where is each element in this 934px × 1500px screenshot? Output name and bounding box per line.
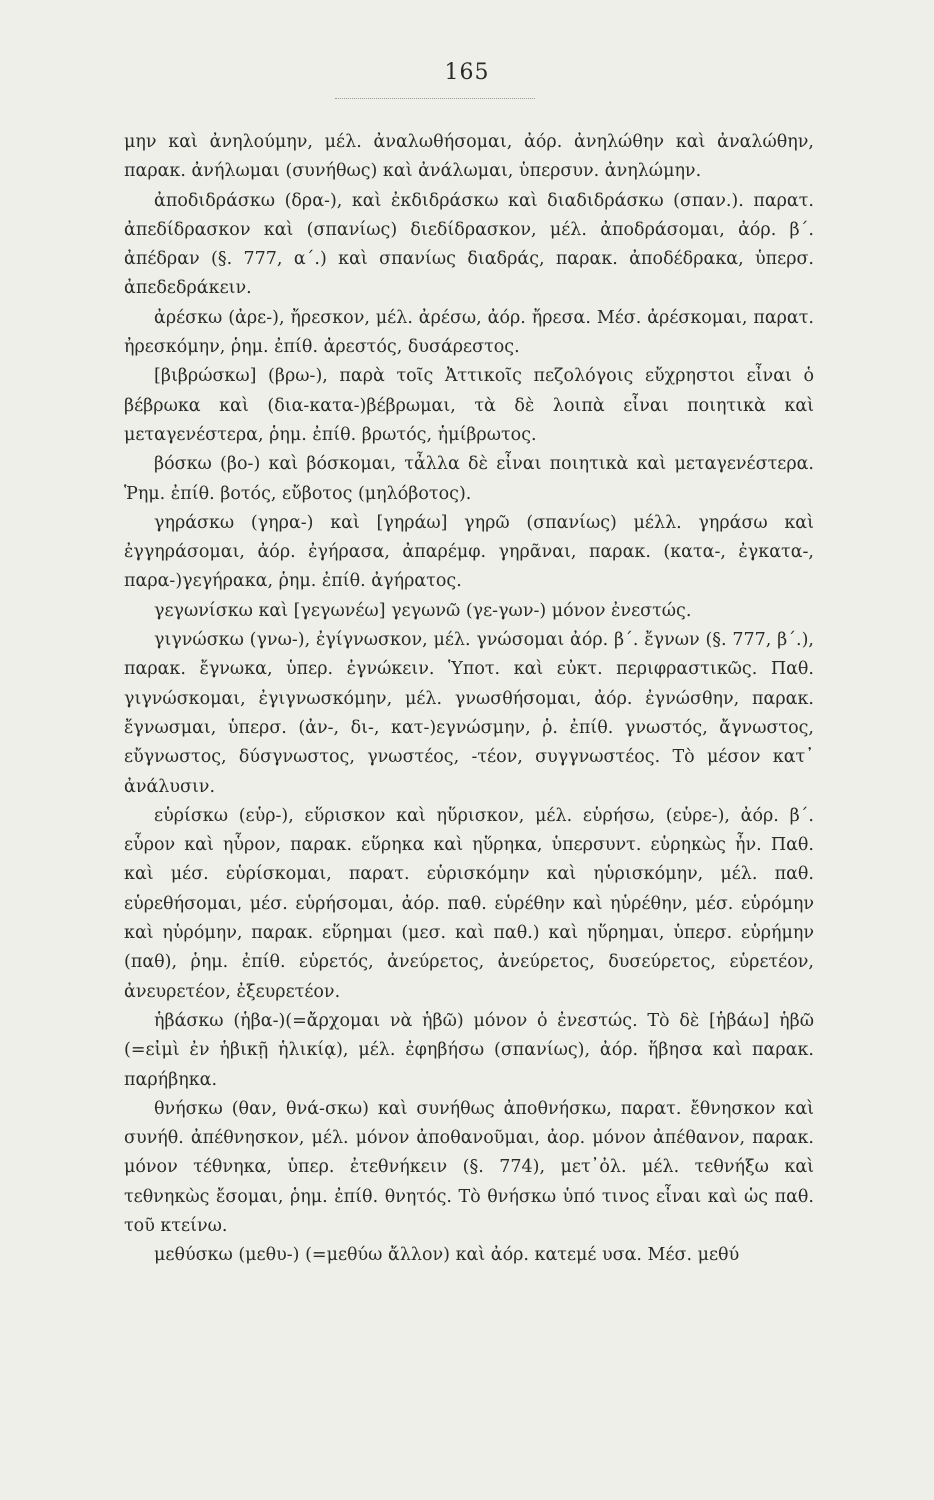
entry-geraskо: γηράσκω (γηρα-) καὶ [γηράω] γηρῶ (σπανίως) μέλλ. γηράσω καὶ ἐγγηράσομαι, ἀόρ. ἐγήρασα, ἀπαρέμφ. γηρᾶναι, παρακ. (κατα-, ἐγκατα-, παρα-)γεγήρακα, ῥημ. ἐπίθ. ἀγήρατος. [124,512,814,592]
paragraph-continuation: μην καὶ ἀνηλούμην, μέλ. ἀναλωθήσομαι, ἀόρ. ἀνηλώθην καὶ ἀναλώθην, παρακ. ἀνήλωμαι (συνήθως) καὶ ἀνάλωμαι, ὑπερσυν. ἀνηλώμην. [124,132,814,182]
entry-gegonisko: γεγωνίσκω καὶ [γεγωνέω] γεγωνῶ (γε-γων-) μόνον ἐνεστώς. [154,600,692,621]
page-number: 165 [444,60,490,85]
entry-thnesko: θνήσκω (θαν, θνά-σκω) καὶ συνήθως ἀποθνήσκω, παρατ. ἔθνησκον καὶ συνήθ. ἀπέθνησκον, μέλ. μόνον ἀποθανοῦμαι, ἀορ. μόνον ἀπέθανον, παρακ. μόνον τέθνηκα, ὑπερ. ἐτεθνήκειν (§. 774), μετ᾽ὀλ. μέλ. τεθνήξω καὶ τεθνηκὼς ἔσομαι, ῥημ. ἐπίθ. θνητός. Τὸ θνήσκω ὑπό τινος εἶναι καὶ ὡς παθ. τοῦ κτείνω. [124,1098,814,1236]
page-text [124,128,814,1271]
entry-gignosko: γιγνώσκω (γνω-), ἐγίγνωσκον, μέλ. γνώσομαι ἀόρ. β΄. ἔγνων (§. 777, β΄.), παρακ. ἔγνωκα, ὑπερ. ἐγνώκειν. Ὑποτ. καὶ εὐκτ. περιφραστικῶς. Παθ. γιγνώσκομαι, ἐγιγνωσκόμην, μέλ. γνωσθήσομαι, ἀόρ. ἐγνώσθην, παρακ. ἔγνωσμαι, ὑπερσ. (ἀν-, δι-, κατ-)εγνώσμην, ῥ. ἐπίθ. γνωστός, ἄγνωστος, εὔγνωστος, δύσγνωστος, γνωστέος, -τέον, συγγνωστέος. Τὸ μέσον κατ᾽ ἀνάλυσιν. [124,630,814,797]
entry-apodidrasko: ἀποδιδράσκω (δρα-), καὶ ἐκδιδράσκω καὶ διαδιδράσκω (σπαν.). παρατ. ἀπεδίδρασκον καὶ (σπανίως) διεδίδρασκον, μέλ. ἀποδράσομαι, ἀόρ. β΄. ἀπέδραν (§. 777, α΄.) καὶ σπανίως διαδράς, παρακ. ἀποδέδρακα, ὑπερσ. ἀπεδεδράκειν. [124,190,814,299]
entry-hebasko: ἡβάσκω (ἡβα-)(=ἄρχομαι νὰ ἡβῶ) μόνον ὁ ἐνεστώς. Τὸ δὲ [ἡβάω] ἡβῶ (=εἰμὶ ἐν ἡβικῇ ἡλικίᾳ), μέλ. ἐφηβήσω (σπανίως), ἀόρ. ἥβησα καὶ παρακ. παρήβηκα. [124,1010,814,1090]
decorative-rule [335,98,535,99]
entry-methysko: μεθύσκω (μεθυ-) (=μεθύω ἄλλον) καὶ ἀόρ. κατεμέ υσα. Μέσ. μεθύ [154,1245,740,1266]
entry-bibrosko: [βιβρώσκω] (βρω-), παρὰ τοῖς Ἀττικοῖς πεζολόγοις εὔχρηστοι εἶναι ὁ βέβρωκα καὶ (δια-κατα-)βέβρωμαι, τὰ δὲ λοιπὰ εἶναι ποιητικὰ καὶ μεταγενέστερα, ῥημ. ἐπίθ. βρωτός, ἡμίβρωτος. [124,366,814,445]
entry-aresko: ἀρέσκω (ἀρε-), ἤρεσκον, μέλ. ἀρέσω, ἀόρ. ἤρεσα. Μέσ. ἀρέσκομαι, παρατ. ἠρεσκόμην, ῥημ. ἐπίθ. ἀρεστός, δυσάρεστος. [124,307,814,358]
entry-bosko: βόσκω (βο-) καὶ βόσκομαι, τἆλλα δὲ εἶναι ποιητικὰ καὶ μεταγενέστερα. Ῥημ. ἐπίθ. βοτός, εὔβοτος (μηλόβοτος). [124,454,814,504]
entry-heurisko: εὑρίσκω (εὑρ-), εὕρισκον καὶ ηὕρισκον, μέλ. εὑρήσω, (εὑρε-), ἀόρ. β΄. εὗρον καὶ ηὗρον, παρακ. εὕρηκα καὶ ηὕρηκα, ὑπερσυντ. εὑρηκὼς ἦν. Παθ. καὶ μέσ. εὑρίσκομαι, παρατ. εὑρισκόμην καὶ ηὑρισκόμην, μέλ. παθ. εὑρεθήσομαι, μέσ. εὑρήσομαι, ἀόρ. παθ. εὑρέθην καὶ ηὑρέθην, μέσ. εὑρόμην καὶ ηὑρόμην, παρακ. εὕρημαι (μεσ. καὶ παθ.) καὶ ηὕρημαι, ὑπερσ. εὑρήμην (παθ), ῥημ. ἐπίθ. εὑρετός, ἀνεύρετος, ἀνεύρετος, δυσεύρετος, εὑρετέον, ἀνευρετέον, ἐξευρετέον. [124,805,814,1002]
